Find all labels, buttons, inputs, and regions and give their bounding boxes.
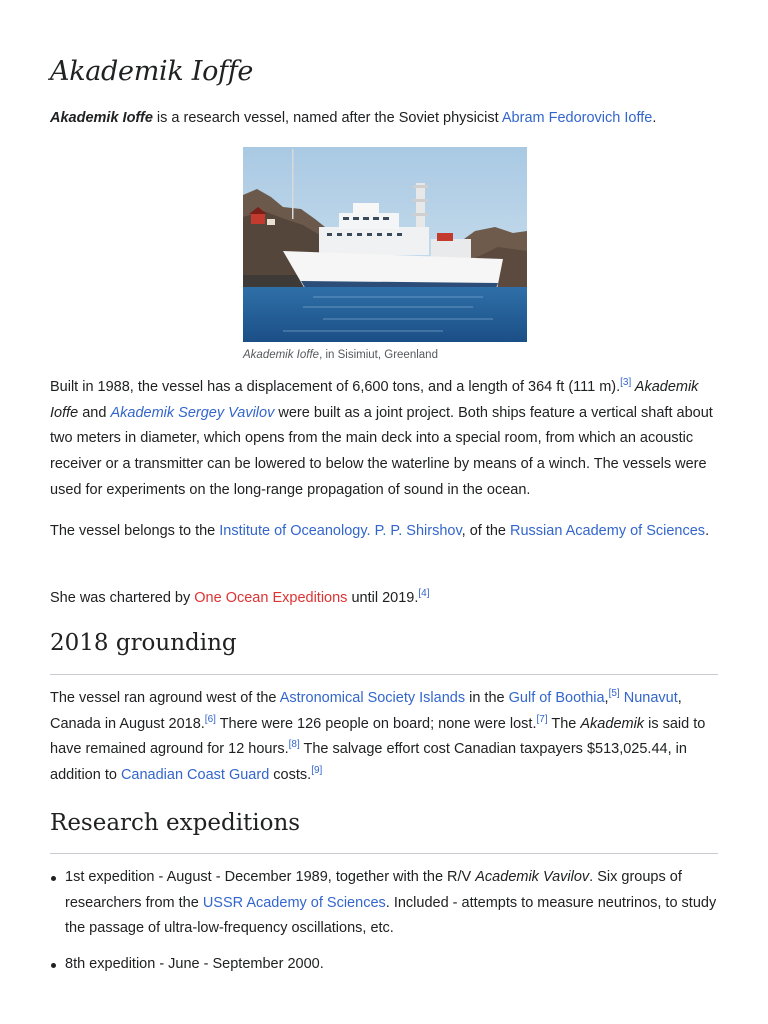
ref-5[interactable]: [5] [608, 688, 620, 700]
para2-text3: . [705, 523, 710, 539]
ownership-paragraph [50, 519, 718, 545]
s1-text9: The salvage effort cost Canadian taxpayers $513,025.44, in addition to [50, 741, 687, 784]
item1-text3: . Included - attempts to measure neutrinos, to study the passage of ultra-low-frequency oscillations, etc. [65, 894, 717, 937]
s1-text7: The [547, 715, 581, 732]
lead-bold-title: Akademik Ioffe [50, 110, 153, 126]
item2-text1: 8th expedition - June - September 2000. [65, 956, 324, 973]
link-abram-ioffe[interactable]: Abram Fedorovich Ioffe [501, 110, 653, 126]
item1-italic: Academik Vavilov [475, 869, 590, 885]
figure [243, 147, 527, 361]
link-one-ocean-expeditions[interactable]: One Ocean Expeditions [194, 590, 348, 606]
list-item [65, 952, 733, 978]
ref-7[interactable]: [7] [536, 713, 548, 725]
para2-text1: The vessel belongs to the [50, 523, 220, 539]
s1-italic: Akademik [580, 715, 645, 732]
s1-text5: , Canada in August 2018. [50, 690, 682, 732]
link-akademik-sergey-vavilov[interactable]: Akademik Sergey Vavilov [110, 404, 275, 421]
para3-text2: until 2019. [347, 590, 419, 606]
s1-text6: There were 126 people on board; none were lost. [215, 715, 537, 732]
para3-text1: She was chartered by [50, 590, 195, 606]
page-title: Akademik Ioffe [50, 56, 254, 87]
link-canadian-coast-guard[interactable]: Canadian Coast Guard [120, 767, 270, 784]
link-nunavut[interactable]: Nunavut [623, 690, 678, 706]
item1-text2: . Six groups of researchers from the [65, 869, 682, 911]
section-heading-research: Research expeditions [50, 810, 301, 836]
para1-text1: Built in 1988, the vessel has a displacement of 6,600 tons, and a length of 364 ft (111 m). [50, 379, 621, 395]
lead-text: is a research vessel, named after the Soviet physicist [152, 110, 502, 126]
section-divider [50, 853, 718, 854]
grounding-paragraph [50, 686, 718, 789]
lead-end: . [652, 110, 657, 126]
s1-text2: in the [465, 690, 509, 706]
ref-4[interactable]: [4] [418, 588, 430, 600]
link-astronomical-society-islands[interactable]: Astronomical Society Islands [279, 690, 466, 706]
charter-paragraph [50, 586, 718, 612]
list-item [65, 865, 733, 942]
ref-3[interactable]: [3] [620, 377, 632, 389]
s1-text1: The vessel ran aground west of the [50, 690, 280, 706]
ship-photo[interactable] [243, 147, 527, 342]
expedition-list [50, 865, 733, 978]
ref-8[interactable]: [8] [288, 739, 300, 751]
s1-text3: , [604, 690, 609, 706]
link-russian-academy[interactable]: Russian Academy of Sciences [510, 523, 706, 539]
caption-italic: Akademik Ioffe [243, 349, 320, 361]
caption-text: , in Sisimiut, Greenland [319, 349, 438, 361]
lead-paragraph [50, 106, 718, 132]
para1-text2: and [78, 404, 111, 421]
history-paragraph [50, 375, 718, 504]
para1-italic: Akademik Ioffe [50, 379, 699, 421]
para2-text2: , of the [461, 523, 511, 539]
link-gulf-of-boothia[interactable]: Gulf of Boothia [508, 690, 605, 706]
ref-6[interactable]: [6] [204, 713, 216, 725]
link-institute-oceanology[interactable]: Institute of Oceanology. P. P. Shirshov [219, 523, 462, 539]
figure-caption [243, 349, 527, 361]
para1-text3: were built as a joint project. Both ships feature a vertical shaft about two meters in diameter, which opens from the main deck into a special room, from which an acoustic receiver or a transmitter can be lowered to below the waterline by means of a winch. The vessels were used for experiments on the long-range propagation of sound in the ocean. [50, 404, 713, 498]
item1-text1: 1st expedition - August - December 1989, together with the R/V [65, 869, 476, 885]
link-ussr-academy[interactable]: USSR Academy of Sciences [202, 894, 386, 911]
s1-text10: costs. [269, 767, 312, 784]
ref-9[interactable]: [9] [311, 765, 323, 777]
section-divider [50, 674, 718, 675]
section-heading-grounding: 2018 grounding [50, 630, 237, 656]
s1-text8: is said to have remained aground for 12 hours. [50, 715, 706, 758]
